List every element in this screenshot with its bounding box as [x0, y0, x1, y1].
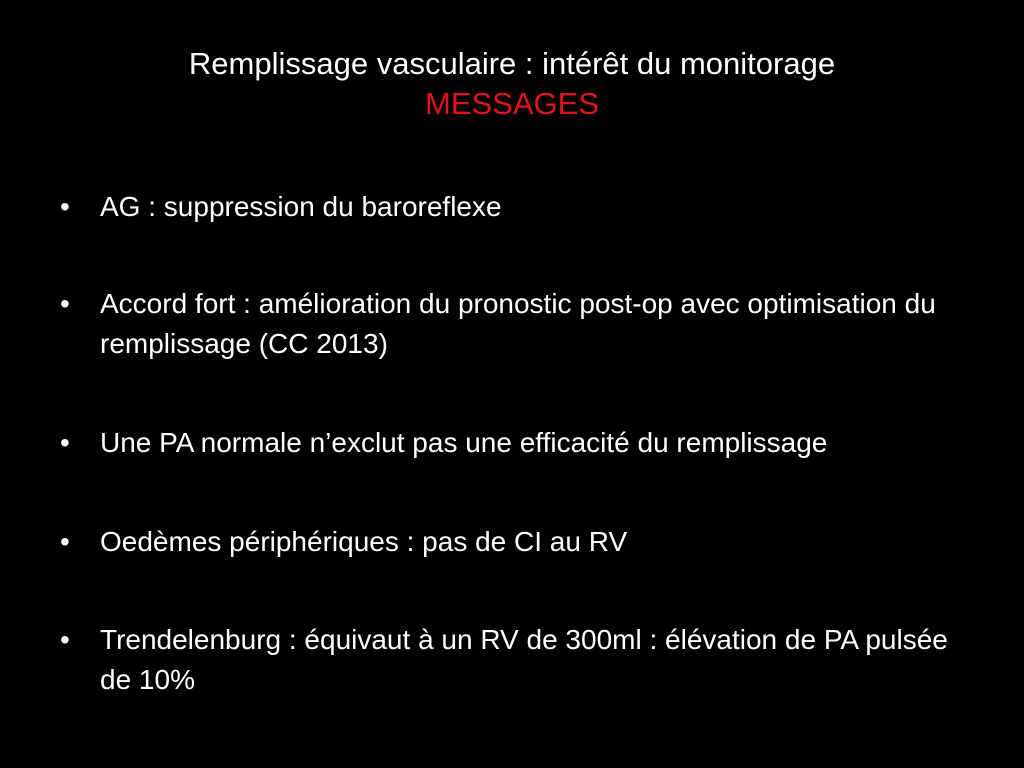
slide-title: Remplissage vasculaire : intérêt du monitorage [188, 46, 836, 81]
bullet-dot-icon: • [60, 191, 70, 222]
bullet-text: Accord fort : amélioration du pronostic post-op avec optimisation du remplissage (CC 2013) [100, 288, 936, 359]
bullet-text: AG : suppression du baroreflexe [100, 191, 502, 222]
bullet-dot-icon: • [60, 288, 70, 319]
slide-subtitle: MESSAGES [425, 86, 599, 121]
bullet-text: Trendelenburg : équivaut à un RV de 300ml : élévation de PA pulsée de 10% [100, 624, 948, 695]
bullet-item [60, 522, 960, 562]
bullet-dot-icon: • [60, 526, 70, 557]
bullet-item [60, 423, 960, 463]
bullet-item [60, 187, 960, 227]
bullet-dot-icon: • [60, 624, 70, 655]
bullet-dot-icon: • [60, 427, 70, 458]
bullet-text: Oedèmes périphériques : pas de CI au RV [100, 526, 628, 557]
bullet-text: Une PA normale n’exclut pas une efficacité du remplissage [100, 427, 828, 458]
bullet-item [60, 284, 960, 364]
bullet-item [60, 620, 960, 700]
